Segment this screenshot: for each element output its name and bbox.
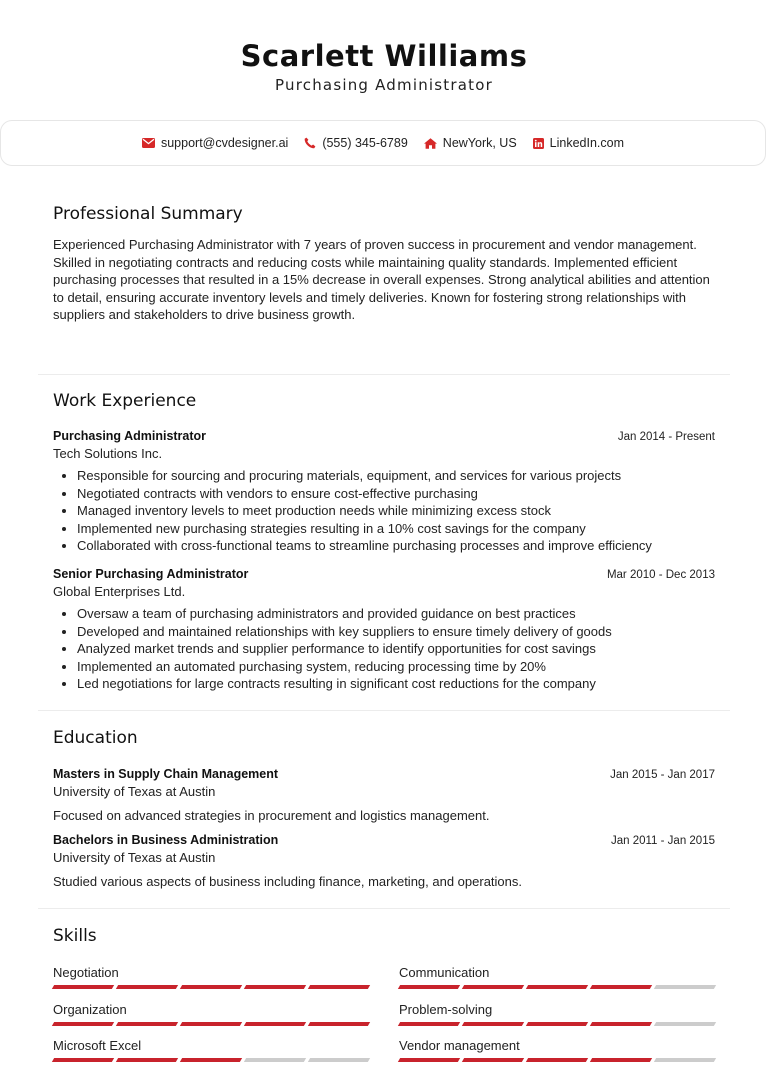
education-description: Studied various aspects of business including finance, marketing, and operations. — [53, 874, 523, 889]
skill-level-segment — [654, 1022, 716, 1026]
list-item: • Collaborated with cross-functional teams to streamline purchasing processes and improve efficiency — [77, 537, 715, 555]
job-company: Tech Solutions Inc. — [53, 446, 163, 461]
section-divider — [38, 908, 730, 909]
degree-name: Masters in Supply Chain Management — [53, 767, 279, 781]
summary-text: Experienced Purchasing Administrator with 7 years of proven success in procurement and vendor management. Skilled in negotiating contracts and reducing costs while maintaining quality standards. Implemented efficient purchasing processes that resulted in a 15% decrease in overall expenses. Strong analytical abilities and attention to detail, ensuring accurate inventory levels and timely deliveries. Known for fostering strong relationships with suppliers and stakeholders to drive business growth. — [53, 237, 710, 322]
skill-level-segment — [526, 1022, 588, 1026]
experience-heading: Work Experience — [53, 391, 197, 411]
job-role: Purchasing Administrator — [53, 429, 207, 443]
list-item: • Implemented new purchasing strategies resulting in a 10% cost savings for the company — [77, 520, 715, 538]
job-company: Global Enterprises Ltd. — [53, 584, 186, 599]
education-dates: Jan 2011 - Jan 2015 — [610, 835, 715, 847]
envelope-icon — [142, 138, 155, 148]
job-dates: Jan 2014 - Present — [617, 431, 715, 443]
skills-heading: Skills — [53, 926, 97, 946]
list-item: • Analyzed market trends and supplier performance to identify opportunities for cost savings — [77, 640, 715, 658]
skill-level-segment — [308, 985, 370, 989]
skill-item — [399, 1038, 715, 1062]
list-item: • Implemented an automated purchasing system, reducing processing time by 20% — [77, 658, 715, 676]
skill-level-segment — [116, 985, 178, 989]
education-section — [53, 728, 715, 898]
linkedin-text: LinkedIn.com — [549, 136, 625, 150]
skill-level-segment — [590, 1058, 652, 1062]
education-entry — [53, 833, 715, 889]
home-icon — [424, 138, 437, 149]
contact-bar — [0, 120, 766, 166]
skill-level-segment — [244, 1058, 306, 1062]
job-role: Senior Purchasing Administrator — [53, 567, 249, 581]
job-entry — [53, 567, 715, 693]
degree-name: Bachelors in Business Administration — [53, 833, 279, 847]
skill-level-segment — [462, 1022, 524, 1026]
skill-level-segment — [654, 1058, 716, 1062]
skill-level-segment — [654, 985, 716, 989]
skill-name: Organization — [53, 1002, 127, 1017]
list-item: • Negotiated contracts with vendors to ensure cost-effective purchasing — [77, 485, 715, 503]
contact-email[interactable] — [142, 136, 288, 150]
skill-level-segment — [398, 1058, 460, 1062]
education-heading: Education — [53, 728, 138, 748]
skill-level-segment — [180, 985, 242, 989]
skill-item — [53, 1038, 369, 1062]
skill-name: Vendor management — [399, 1038, 520, 1053]
education-dates: Jan 2015 - Jan 2017 — [610, 769, 715, 781]
skill-level-bar — [53, 985, 369, 989]
phone-text: (555) 345-6789 — [322, 136, 408, 150]
skill-item — [53, 1002, 369, 1026]
school-name: University of Texas at Austin — [53, 784, 216, 799]
school-name: University of Texas at Austin — [53, 850, 216, 865]
skill-level-bar — [53, 1058, 369, 1062]
skill-level-bar — [399, 1058, 715, 1062]
skill-name: Problem-solving — [399, 1002, 493, 1017]
list-item: • Managed inventory levels to meet production needs while minimizing excess stock — [77, 502, 715, 520]
skill-level-segment — [526, 985, 588, 989]
contact-linkedin[interactable] — [533, 136, 624, 150]
skill-name: Negotiation — [53, 965, 119, 980]
skill-level-segment — [180, 1058, 242, 1062]
skill-level-segment — [180, 1022, 242, 1026]
section-divider — [38, 374, 730, 375]
skill-level-segment — [244, 1022, 306, 1026]
skill-level-segment — [308, 1022, 370, 1026]
skill-level-bar — [399, 985, 715, 989]
section-divider — [38, 710, 730, 711]
contact-phone[interactable] — [304, 136, 407, 150]
skill-level-segment — [462, 1058, 524, 1062]
job-entry — [53, 429, 715, 555]
skill-name: Communication — [399, 965, 490, 980]
job-bullets — [53, 605, 715, 693]
phone-icon — [304, 137, 316, 149]
skill-level-segment — [526, 1058, 588, 1062]
list-item: • Developed and maintained relationships with key suppliers to ensure timely delivery of goods — [77, 623, 715, 641]
contact-location — [424, 136, 517, 150]
skill-level-segment — [308, 1058, 370, 1062]
skill-level-segment — [398, 1022, 460, 1026]
summary-section — [53, 204, 715, 324]
skill-level-segment — [52, 1058, 114, 1062]
skill-item — [53, 965, 369, 989]
education-entry — [53, 767, 715, 823]
list-item: • Oversaw a team of purchasing administrators and provided guidance on best practices — [77, 605, 715, 623]
job-bullets — [53, 467, 715, 555]
skill-name: Microsoft Excel — [53, 1038, 142, 1053]
skill-level-segment — [462, 985, 524, 989]
location-text: NewYork, US — [442, 136, 517, 150]
linkedin-icon — [533, 138, 544, 149]
candidate-name: Scarlett Williams — [240, 39, 528, 73]
skill-level-segment — [116, 1058, 178, 1062]
job-dates: Mar 2010 - Dec 2013 — [606, 569, 715, 581]
email-text: support@cvdesigner.ai — [160, 136, 289, 150]
resume-header — [0, 0, 768, 94]
skill-level-bar — [53, 1022, 369, 1026]
skills-section — [53, 926, 715, 1076]
skill-level-segment — [244, 985, 306, 989]
skill-level-segment — [590, 985, 652, 989]
candidate-title: Purchasing Administrator — [275, 76, 493, 94]
skill-item — [399, 965, 715, 989]
skill-level-segment — [590, 1022, 652, 1026]
education-description: Focused on advanced strategies in procurement and logistics management. — [53, 808, 490, 823]
skill-item — [399, 1002, 715, 1026]
list-item: • Led negotiations for large contracts resulting in significant cost reductions for the company — [77, 675, 715, 693]
summary-heading: Professional Summary — [53, 204, 243, 224]
experience-section — [53, 391, 715, 701]
skill-level-segment — [398, 985, 460, 989]
skill-level-segment — [52, 985, 114, 989]
skill-level-bar — [399, 1022, 715, 1026]
skill-level-segment — [52, 1022, 114, 1026]
list-item: • Responsible for sourcing and procuring materials, equipment, and services for various projects — [77, 467, 715, 485]
skill-level-segment — [116, 1022, 178, 1026]
